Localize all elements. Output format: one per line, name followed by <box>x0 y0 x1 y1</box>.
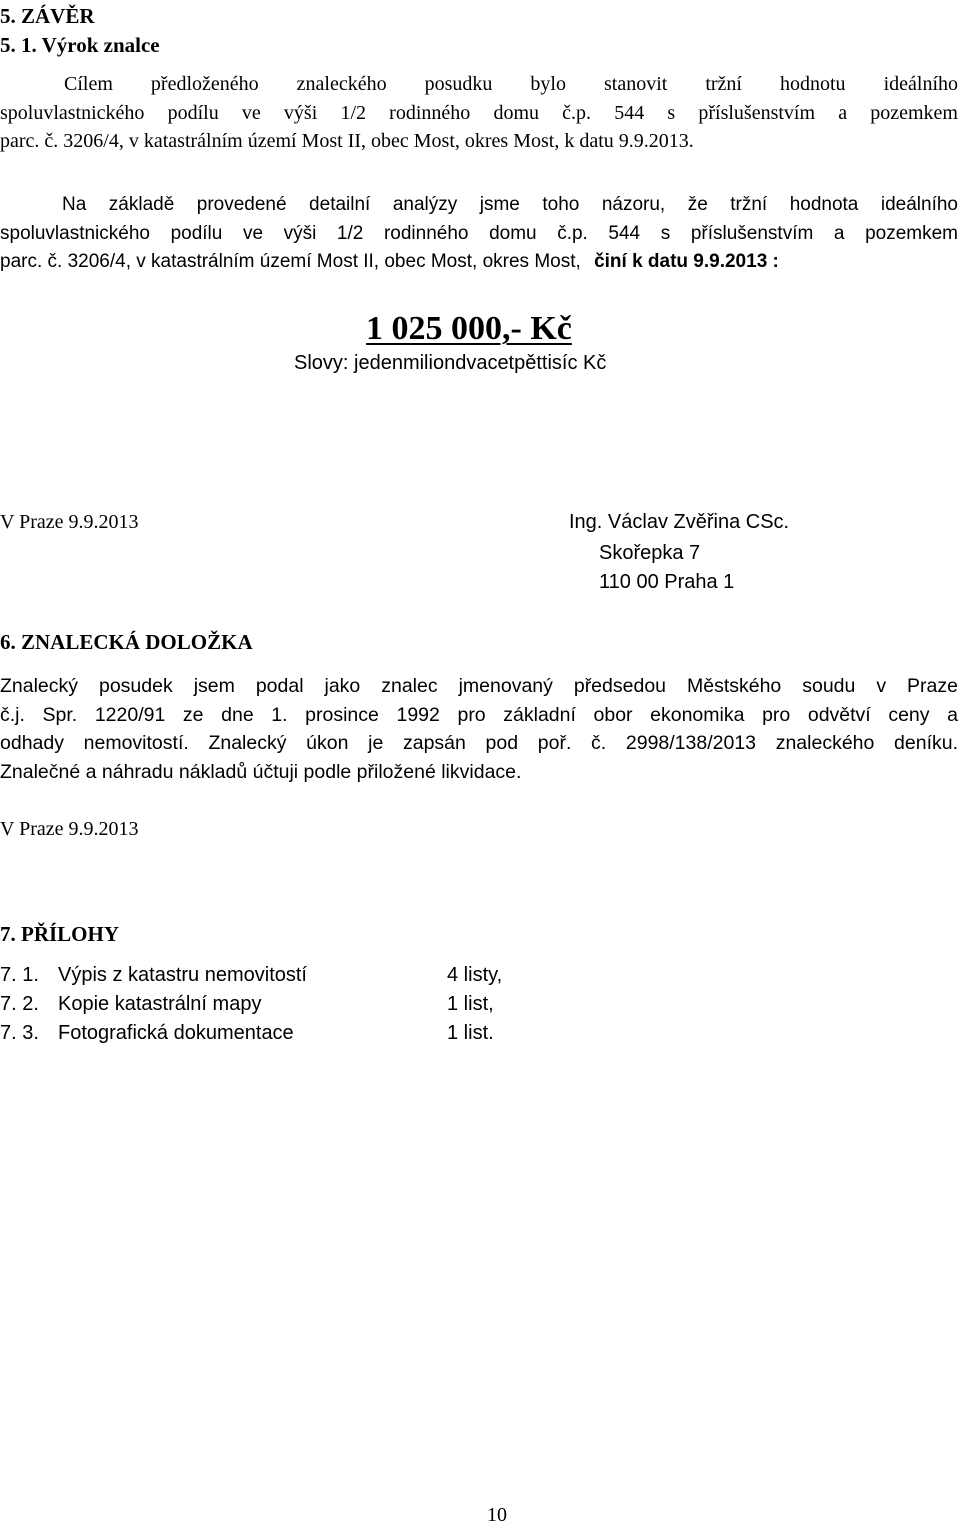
paragraph-line: Znalecký posudek jsem podal jako znalec jmenovaný předsedou Městského soudu v Praze <box>0 675 958 697</box>
attachment-number: 7. 2. <box>0 993 39 1015</box>
attachment-number: 7. 1. <box>0 964 39 986</box>
section-heading-znalecka-dolozka: 6. ZNALECKÁ DOLOŽKA <box>0 630 253 654</box>
attachment-name: Fotografická dokumentace <box>58 1022 294 1044</box>
valuation-location: parc. č. 3206/4, v katastrálním území Most II, obec Most, okres Most, <box>0 251 581 272</box>
subheading-vyrok-znalce: 5. 1. Výrok znalce <box>0 33 160 57</box>
paragraph-line <box>0 248 958 277</box>
signer-name: Ing. Václav Zvěřina CSc. <box>569 511 790 533</box>
attachment-count: 1 list. <box>447 1022 494 1044</box>
valuation-date-phrase: činí k datu 9.9.2013 : <box>594 251 779 272</box>
paragraph-line: spoluvlastnického podílu ve výši 1/2 rodinného domu č.p. 544 s příslušenstvím a pozemkem <box>0 101 958 124</box>
list-item <box>0 964 958 993</box>
paragraph-line: Znalečné a náhradu nákladů účtuji podle přiložené likvidace. <box>0 760 522 783</box>
paragraph-line: č.j. Spr. 1220/91 ze dne 1. prosince 1992 pro základní obor ekonomika pro odvětví ceny a <box>0 703 958 726</box>
attachment-name: Výpis z katastru nemovitostí <box>58 964 307 986</box>
list-item <box>0 993 958 1022</box>
paragraph-expert-clause <box>0 672 958 786</box>
attachment-count: 1 list, <box>447 993 494 1015</box>
paragraph-line: Na základě provedené detailní analýzy jsme toho názoru, že tržní hodnota ideálního <box>62 194 958 215</box>
attachment-number: 7. 3. <box>0 1022 39 1044</box>
attachments-list <box>0 964 958 1051</box>
paragraph-line: parc. č. 3206/4, v katastrálním území Most II, obec Most, okres Most, k datu 9.9.2013. <box>0 130 694 152</box>
paragraph-line: Cílem předloženého znaleckého posudku bylo stanovit tržní hodnotu ideálního <box>64 73 958 95</box>
section-heading-prilohy: 7. PŘÍLOHY <box>0 922 120 946</box>
valuation-amount: 1 025 000,- Kč <box>366 310 572 347</box>
attachment-name: Kopie katastrální mapy <box>58 993 262 1015</box>
attachment-count: 4 listy, <box>447 964 503 986</box>
amount-in-words: Slovy: jedenmiliondvacetpěttisíc Kč <box>294 352 607 374</box>
paragraph-valuation <box>0 191 958 277</box>
signer-city: 110 00 Praha 1 <box>599 571 735 593</box>
list-item <box>0 1022 958 1051</box>
page-number: 10 <box>487 1504 507 1526</box>
paragraph-line: odhady nemovitostí. Znalecký úkon je zapsán pod poř. č. 2998/138/2013 znaleckého deníku. <box>0 732 958 754</box>
place-date: V Praze 9.9.2013 <box>0 511 139 533</box>
section-heading-zaver: 5. ZÁVĚR <box>0 4 95 28</box>
place-date-2: V Praze 9.9.2013 <box>0 818 139 840</box>
paragraph-purpose <box>0 70 958 156</box>
paragraph-line: spoluvlastnického podílu ve výši 1/2 rodinného domu č.p. 544 s příslušenstvím a pozemkem <box>0 222 958 244</box>
signer-street: Skořepka 7 <box>599 542 701 564</box>
